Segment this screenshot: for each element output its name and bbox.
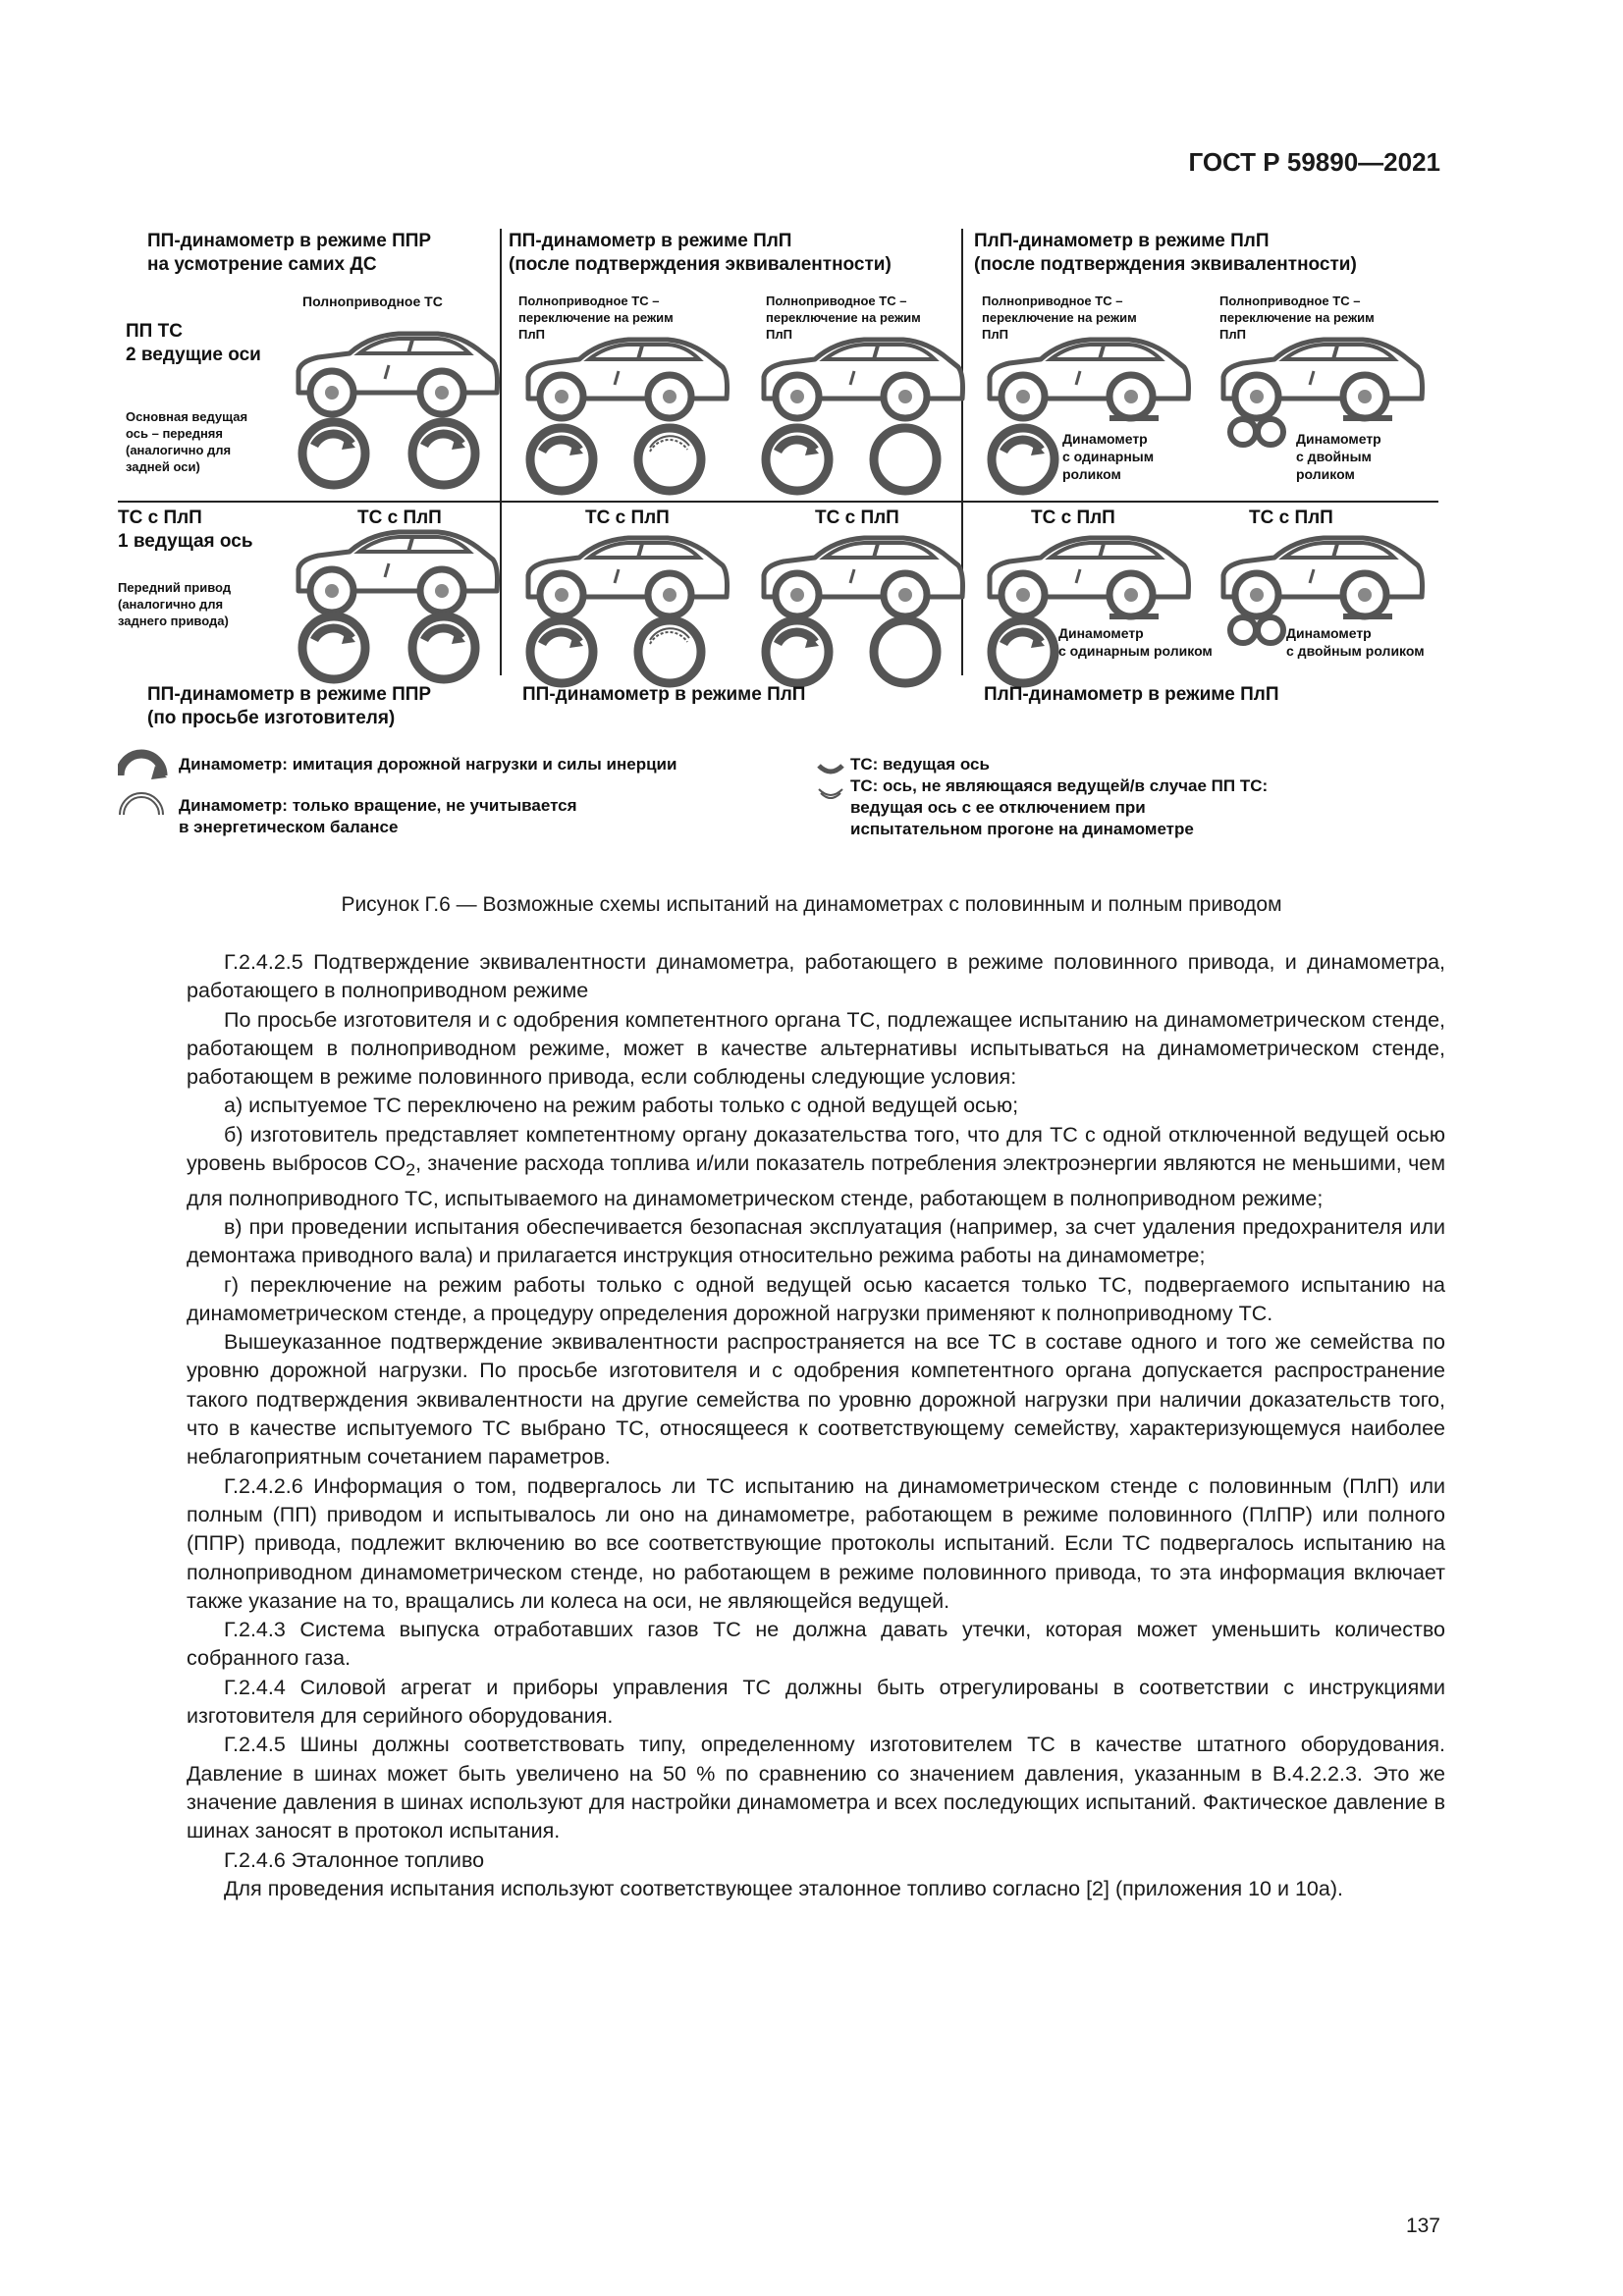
paragraph: Вышеуказанное подтверждение эквивалентности распространяется на все ТС в составе одного и того же семейства по уровню дорожной нагрузки. По просьбе изготовителя и с одобрения компетентного органа допускается распространение такого подтверждения эквивалентности на другие семейства по уровню дорожной нагрузки при наличии доказательств того, что в качестве испытуемого ТС выбрано ТС, относящееся к соответствующему семейству, характеризующемуся наиболее неблагоприятным сочетанием параметров. — [187, 1330, 1445, 1469]
double-roller-label-2: Динамометр с двойным роликом — [1286, 625, 1425, 659]
paragraph-co2: б) изготовитель представляет компетентному органу доказательства того, что для ТС с одной отключенной ведущей осью уровень выбросов $CO_2$, значение расхода топлива и/или показатель потребления электроэнергии являются не меньшими, чем для полноприводного ТС, испытываемого на динамометрическом стенде, работающем в полноприводном режиме; — [187, 1122, 1446, 1210]
col-title-1: ПП-динамометр в режиме ППР на усмотрение самих ДС — [147, 231, 432, 275]
col-title-2: ПП-динамометр в режиме ПлП (после подтверждения эквивалентности) — [509, 231, 892, 275]
paragraph: в) при проведении испытания обеспечивается безопасная эксплуатация (например, за счет удаления предохранителя или демонтажа приводного вала) и прилагается инструкция относительно режима работы на динамометре; — [187, 1214, 1445, 1268]
legend-dyno-rotation: Динамометр: только вращение, не учитывается в энергетическом балансе — [179, 796, 577, 836]
paragraph: г) переключение на режим работы только с одной ведущей осью касается только ТС, подвергаемого испытанию на динамометрическом стенде, а процедуру определения дорожной нагрузки применяют к полноприводному ТС. — [187, 1272, 1445, 1325]
paragraph: Г.2.4.3 Система выпуска отработавших газов ТС не должна давать утечки, которая может уменьшить количество собранного газа. — [187, 1618, 1445, 1671]
figure-test-schemes — [118, 224, 1438, 862]
car-label-2wd-4: ТС с ПлП — [1031, 507, 1115, 528]
paragraph: Г.2.4.5 Шины должны соответствовать типу, определенному изготовителем ТС в качестве штатного оборудования. Давление в шинах может быть увеличено на 50 % по сравнению со значением давления, указанным в В.4.2.2.3. Это же значение давления в шинах используют для настройки динамометра и всех последующих испытаний. Фактическое давление в шинах заносят в протокол испытания. — [187, 1733, 1445, 1843]
switch-label-3: Полноприводное ТС – переключение на режим ПлП — [982, 294, 1137, 342]
paragraph: Г.2.4.4 Силовой агрегат и приборы управления ТС должны быть отрегулированы в соответствии с инструкциями изготовителя для серийного оборудования. — [187, 1675, 1445, 1729]
switch-label-1: Полноприводное ТС – переключение на режим ПлП — [518, 294, 674, 342]
paragraph: Г.2.4.2.5 Подтверждение эквивалентности динамометра, работающего в режиме половинного привода, и динамометра, работающего в полноприводном режиме — [187, 950, 1445, 1003]
bottom-title-3: ПлП-динамометр в режиме ПлП — [984, 684, 1279, 705]
single-roller-label-1: Динамометр с одинарным роликом — [1062, 431, 1155, 482]
switch-label-4: Полноприводное ТС – переключение на режим ПлП — [1219, 294, 1375, 342]
car-label-2wd-1: ТС с ПлП — [357, 507, 442, 528]
legend-dyno-load: Динамометр: имитация дорожной нагрузки и силы инерции — [179, 755, 677, 774]
row1-label: ПП ТС 2 ведущие оси — [126, 321, 261, 365]
row1-note: Основная ведущая ось – передняя (аналогично для задней оси) — [126, 409, 248, 474]
paragraph: По просьбе изготовителя и с одобрения компетентного органа ТС, подлежащее испытанию на динамометрическом стенде, работающем в полноприводном режиме, может в качестве альтернативы испытываться на динамометрическом стенде, работающем в режиме половинного привода, если соблюдены следующие условия: — [187, 1007, 1445, 1090]
legend-nondriven-axle: ТС: ось, не являющаяся ведущей/в случае ПП ТС: ведущая ось с ее отключением при испытательном прогоне на динамометре — [850, 776, 1269, 838]
car-label-2wd-5: ТС с ПлП — [1249, 507, 1333, 528]
page-number: 137 — [1405, 2215, 1440, 2237]
paragraph: Г.2.4.2.6 Информация о том, подвергалось ли ТС испытанию на динамометрическом стенде с половинным (ПлП) или полным (ПП) приводом и испытывалось ли оно на динамометре, работающем в режиме половинного (ПлПР) или полного (ППР) привода, подлежит включению во все соответствующие протоколы испытаний. Если ТС подвергалось испытанию на полноприводном динамометрическом стенде, но работающем в режиме половинного привода, то эта информация включает также указание на то, вращались ли колеса на оси, не являющейся ведущей. — [187, 1473, 1445, 1613]
single-roller-label-2: Динамометр с одинарным роликом — [1058, 625, 1213, 659]
row2-label: ТС с ПлП 1 ведущая ось — [118, 507, 253, 552]
row2-note: Передний привод (аналогично для заднего привода) — [118, 580, 232, 628]
bottom-title-1: ПП-динамометр в режиме ППР (по просьбе изготовителя) — [147, 684, 432, 728]
document-code: ГОСТ Р 59890—2021 — [1188, 147, 1440, 177]
switch-label-2: Полноприводное ТС – переключение на режим ПлП — [766, 294, 921, 342]
paragraph: а) испытуемое ТС переключено на режим работы только с одной ведущей осью; — [224, 1094, 1019, 1118]
figure-caption: Рисунок Г.6 — Возможные схемы испытаний на динамометрах с половинным и полным приводом — [341, 893, 1282, 916]
body-text — [187, 948, 1445, 1903]
paragraph: Г.2.4.6 Эталонное топливо — [224, 1847, 485, 1872]
double-roller-label-1: Динамометр с двойным роликом — [1296, 431, 1381, 482]
bottom-title-2: ПП-динамометр в режиме ПлП — [522, 684, 806, 705]
car-label-2wd-2: ТС с ПлП — [585, 507, 670, 528]
paragraph: Для проведения испытания используют соответствующее эталонное топливо согласно [2] (приложения 10 и 10а). — [224, 1876, 1343, 1900]
car-label-awd: Полноприводное ТС — [302, 294, 443, 309]
col-title-3: ПлП-динамометр в режиме ПлП (после подтверждения эквивалентности) — [974, 231, 1357, 275]
legend-driven-axle: ТС: ведущая ось — [850, 755, 990, 774]
car-label-2wd-3: ТС с ПлП — [815, 507, 899, 528]
